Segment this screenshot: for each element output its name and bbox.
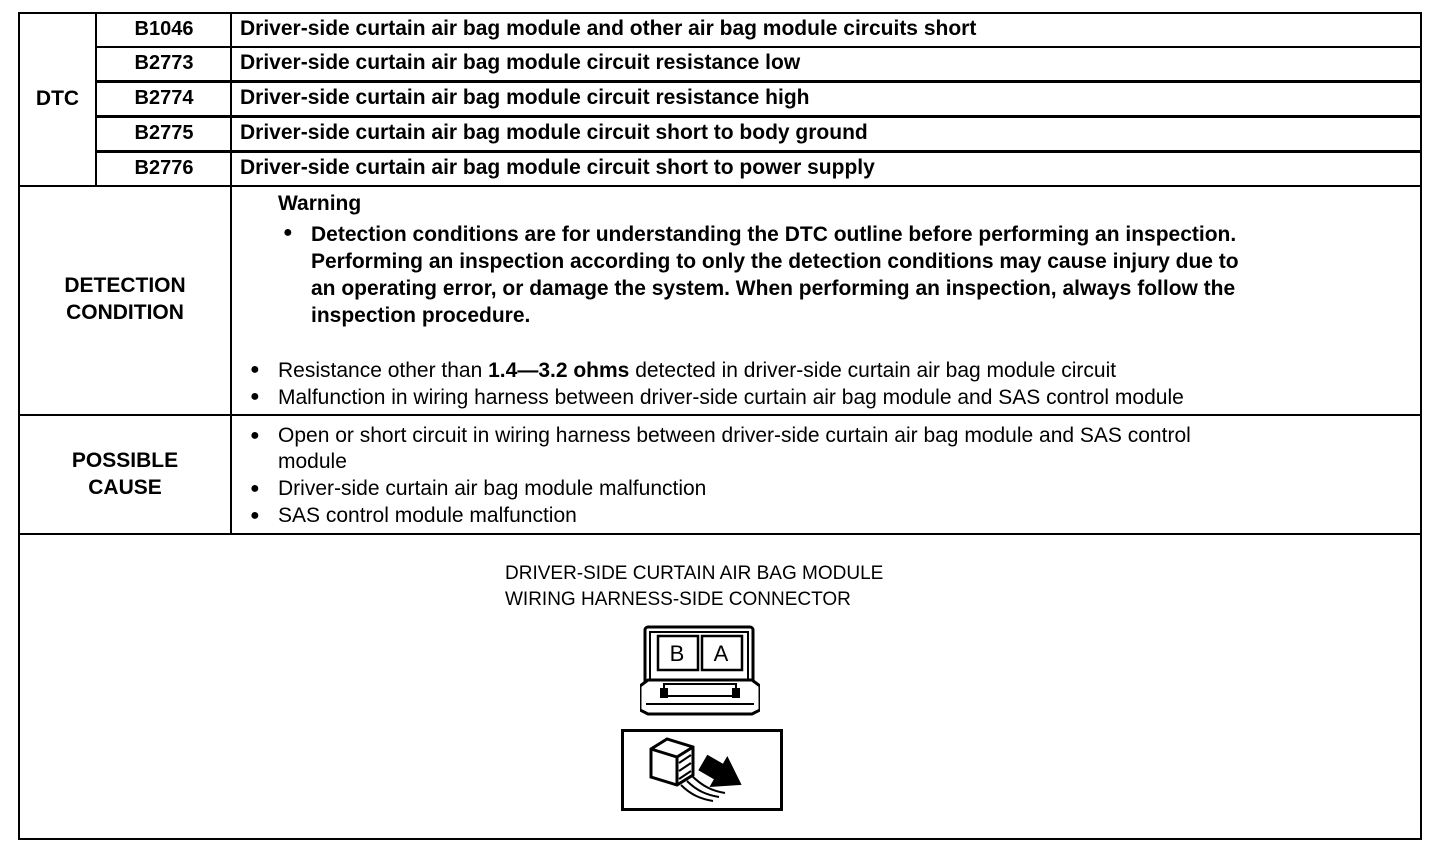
dtc-description: Driver-side curtain air bag module circuit short to power supply [240,156,875,179]
cause-item: Open or short circuit in wiring harness between driver-side curtain air bag module and SAS control [278,424,1191,447]
connector-harness-side-icon [621,729,783,811]
warning-text-line: an operating error, or damage the system. When performing an inspection, always follow the [311,277,1236,300]
bullet-icon: ● [250,427,260,444]
bullet-icon: ● [250,507,260,524]
dtc-code: B2776 [134,157,194,179]
diagram-title-line1: DRIVER-SIDE CURTAIN AIR BAG MODULE [505,563,884,584]
cause-label-line1: POSSIBLE [71,449,179,472]
bullet-icon: ● [283,224,293,241]
cause-item: SAS control module malfunction [278,504,577,527]
dtc-code: B2773 [134,52,194,74]
connector-face-icon [640,624,760,720]
dtc-code: B2775 [134,122,194,144]
dtc-description: Driver-side curtain air bag module circuit resistance high [240,86,810,109]
warning-text-line: Performing an inspection according to only the detection conditions may cause injury due to [311,250,1239,273]
bullet-icon: ● [250,361,260,378]
detection-item: Malfunction in wiring harness between driver-side curtain air bag module and SAS control module [278,386,1184,409]
warning-text-line: Detection conditions are for understanding the DTC outline before performing an inspection. [311,223,1237,246]
dtc-code: B2774 [134,87,194,109]
warning-title: Warning [278,192,362,215]
bullet-icon: ● [250,480,260,497]
cause-label-line2: CAUSE [88,476,162,499]
cause-item-continuation: module [278,450,347,473]
detection-item-prefix: Resistance other than [278,359,489,382]
dtc-description: Driver-side curtain air bag module circuit resistance low [240,51,801,74]
detection-item [278,357,1116,384]
dtc-label: DTC [35,87,80,110]
cause-item: Driver-side curtain air bag module malfunction [278,477,707,500]
pin-b-label: B [669,641,685,666]
detection-label-line1: DETECTION [64,274,186,297]
bullet-icon: ● [250,388,260,405]
dtc-description: Driver-side curtain air bag module and other air bag module circuits short [240,17,977,40]
diagram-title-line2: WIRING HARNESS-SIDE CONNECTOR [505,589,851,610]
dtc-code: B1046 [134,18,194,40]
pin-a-label: A [713,641,729,666]
detection-item-suffix: detected in driver-side curtain air bag module circuit [629,359,1117,382]
dtc-description: Driver-side curtain air bag module circuit short to body ground [240,121,868,144]
resistance-range-value: 1.4—3.2 ohms [488,359,630,382]
detection-label-line2: CONDITION [66,301,184,324]
warning-text-line: inspection procedure. [311,304,531,327]
